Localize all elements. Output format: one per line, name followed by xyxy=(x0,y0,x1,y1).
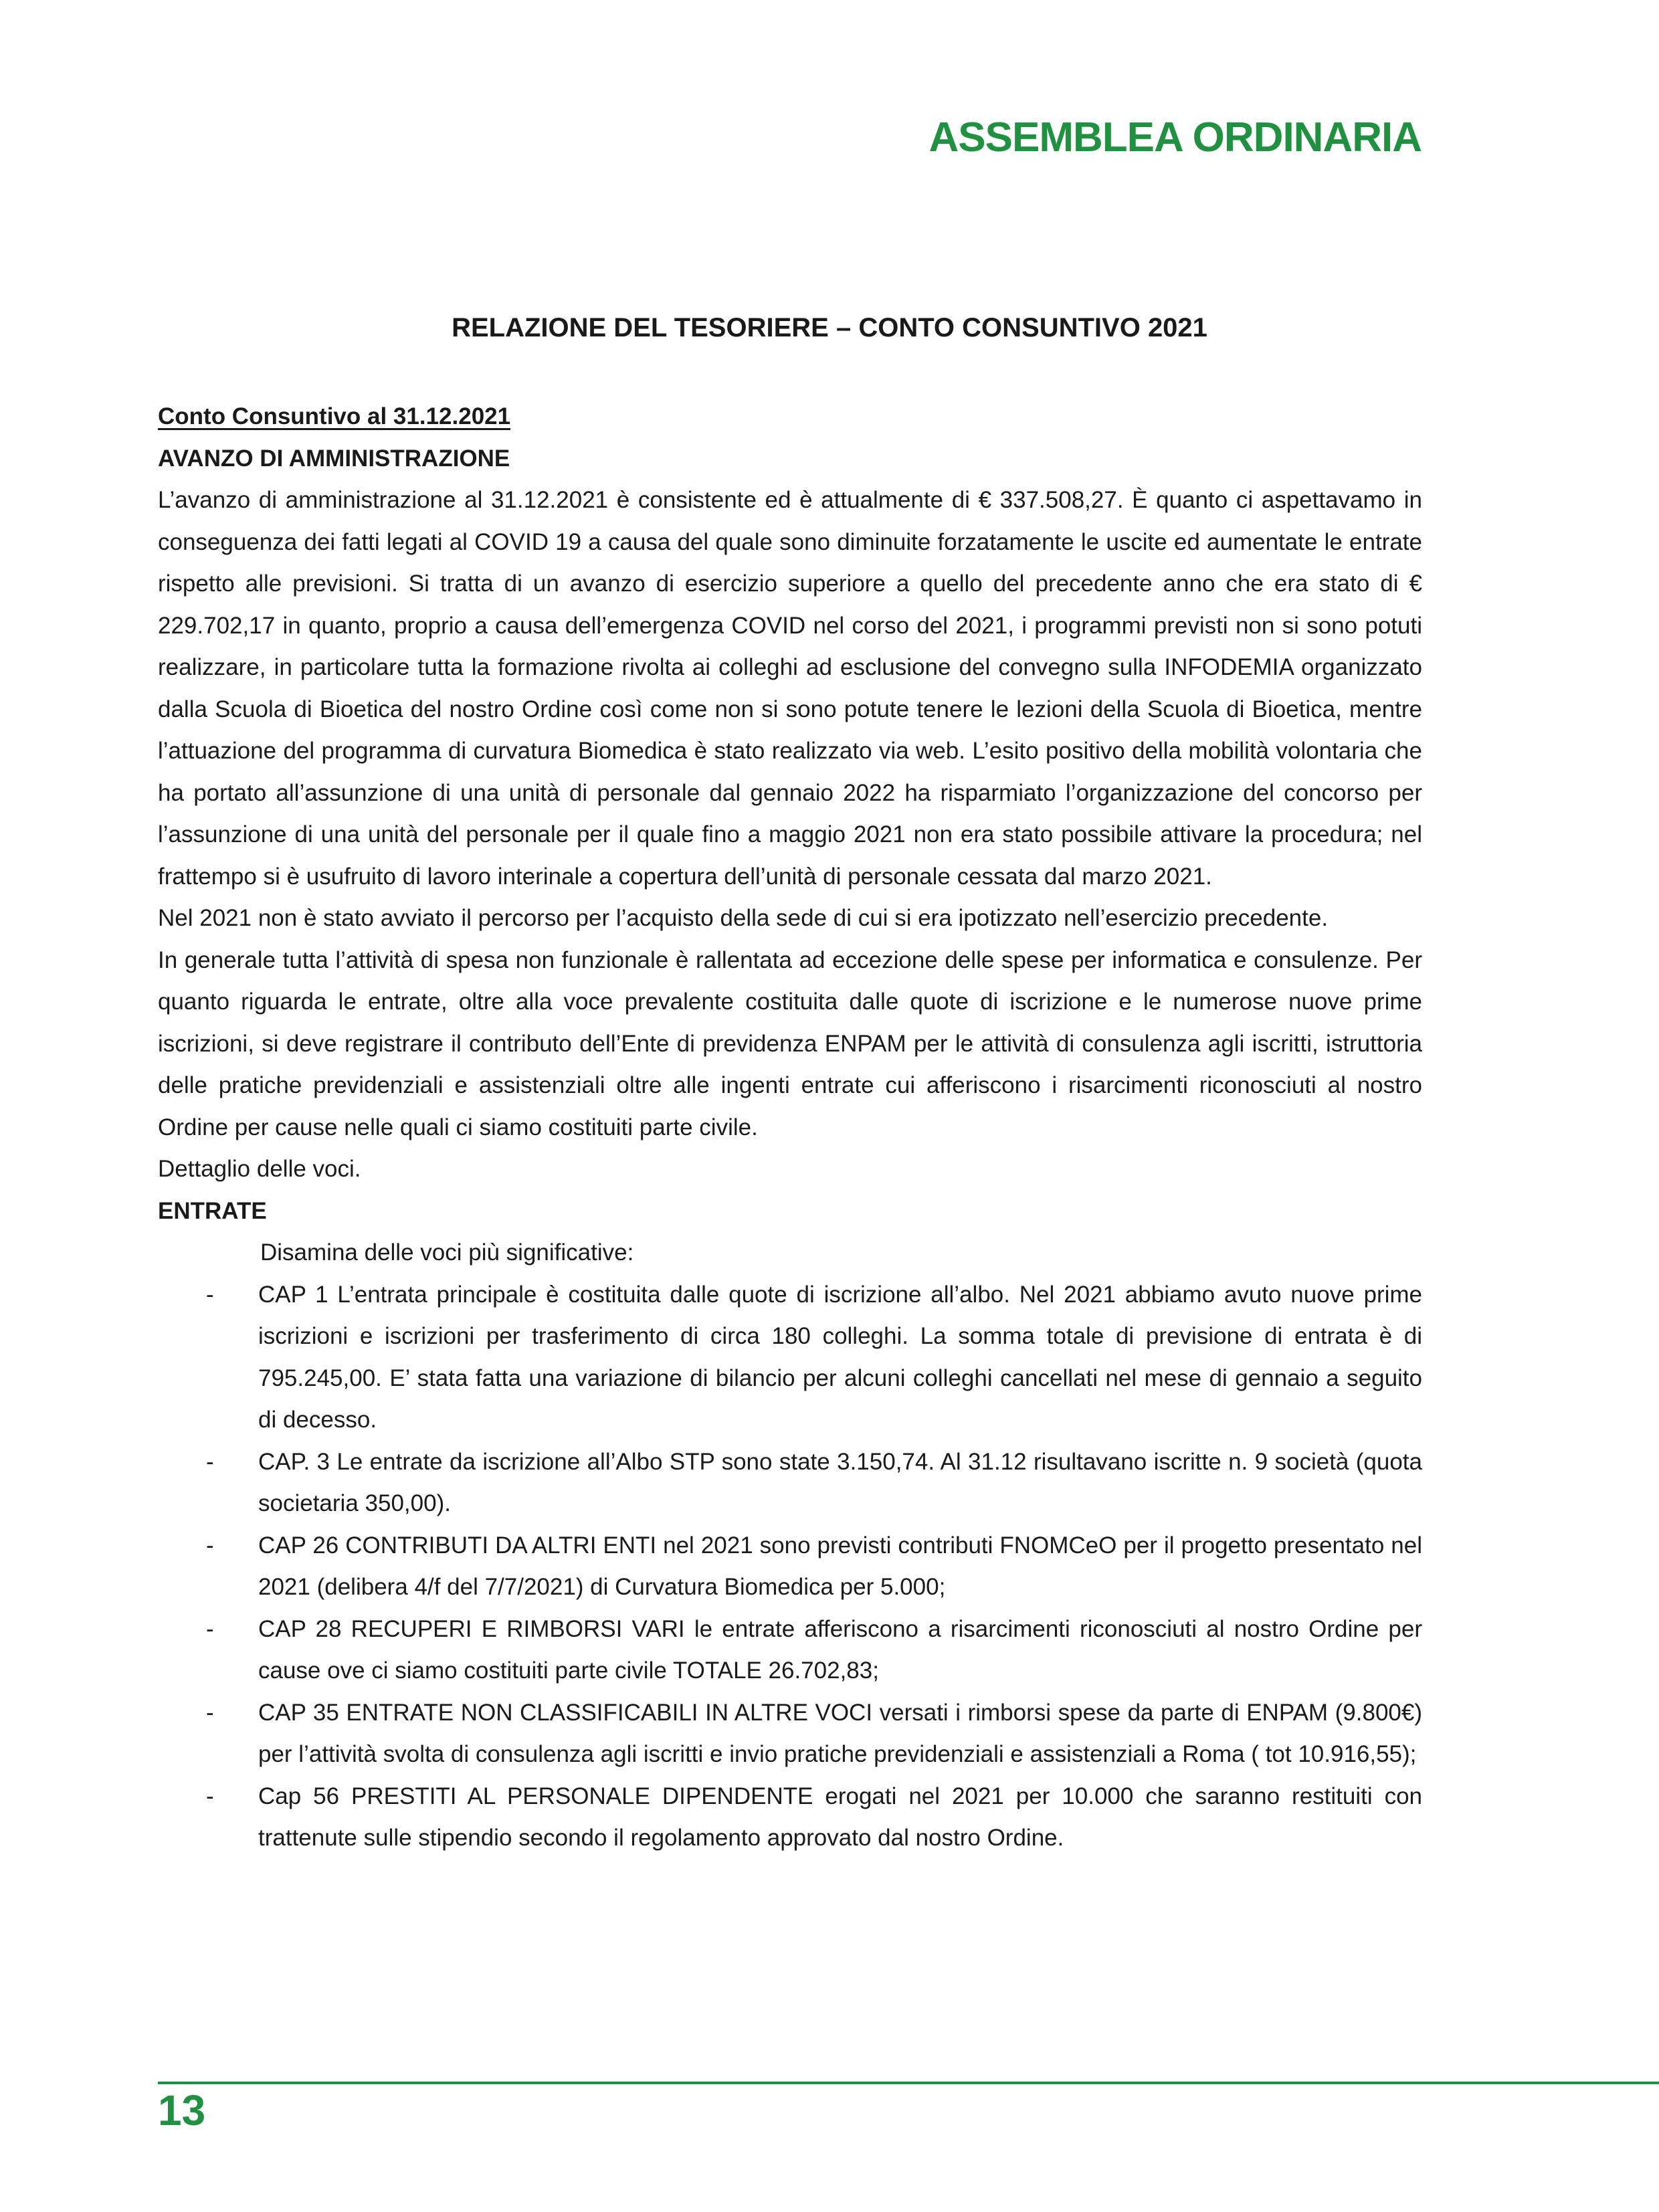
paragraph-sede: Nel 2021 non è stato avviato il percorso per l’acquisto della sede di cui si era ipotizzato nell’esercizio precedente. xyxy=(158,905,1329,931)
footer-divider xyxy=(158,2082,1659,2084)
bullet-dash: - xyxy=(206,1615,214,1642)
list-item-text: CAP. 3 Le entrate da iscrizione all’Albo STP sono state 3.150,74. Al 31.12 risultavano iscritte n. 9 società (quota societaria 350,00). xyxy=(258,1448,1422,1516)
entrate-intro: Disamina delle voci più significative: xyxy=(260,1239,634,1266)
list-item xyxy=(158,1274,1422,1441)
document-body xyxy=(158,396,1422,1859)
list-item-text: CAP 28 RECUPERI E RIMBORSI VARI le entrate afferiscono a risarcimenti riconosciuti al nostro Ordine per cause ove ci siamo costituiti parte civile TOTALE 26.702,83; xyxy=(258,1615,1422,1684)
section-heading: Conto Consuntivo al 31.12.2021 xyxy=(158,403,511,429)
paragraph-avanzo: L’avanzo di amministrazione al 31.12.2021 è consistente ed è attualmente di € 337.508,27. È quanto ci aspettavamo in conseguenza dei fatti legati al COVID 19 a causa del quale sono diminuite forzatamente le uscite ed aumentate le entrate rispetto alle previsioni. Si tratta di un avanzo di esercizio superiore a quello del precedente anno che era stato di € 229.702,17 in quanto, proprio a causa dell’emergenza COVID nel corso del 2021, i programmi previsti non si sono potuti realizzare, in particolare tutta la formazione rivolta ai colleghi ad esclusione del convegno sulla INFODEMIA organizzato dalla Scuola di Bioetica del nostro Ordine così come non si sono potute tenere le lezioni della Scuola di Bioetica, mentre l’attuazione del programma di curvatura Biomedica è stato realizzato via web. L’esito positivo della mobilità volontaria che ha portato all’assunzione di una unità di personale dal gennaio 2022 ha risparmiato l’organizzazione del concorso per l’assunzione di una unità del personale per il quale fino a maggio 2021 non era stato possibile attivare la procedura; nel frattempo si è usufruito di lavoro interinale a copertura dell’unità di personale cessata dal marzo 2021. xyxy=(158,487,1422,890)
document-title xyxy=(0,313,1659,343)
document-title-text: RELAZIONE DEL TESORIERE – CONTO CONSUNTIVO 2021 xyxy=(452,313,1207,342)
subsection-heading: AVANZO DI AMMINISTRAZIONE xyxy=(158,445,510,472)
list-item-text: CAP 35 ENTRATE NON CLASSIFICABILI IN ALTRE VOCI versati i rimborsi spese da parte di ENPAM (9.800€) per l’attività svolta di consulenza agli iscritti e invio pratiche previdenziali e assistenziali a Roma ( tot 10.916,55); xyxy=(258,1699,1422,1767)
bullet-dash: - xyxy=(206,1532,214,1559)
list-item xyxy=(158,1525,1422,1609)
paragraph-spesa: In generale tutta l’attività di spesa non funzionale è rallentata ad eccezione delle spese per informatica e consulenze. Per quanto riguarda le entrate, oltre alla voce prevalente costituita dalle quote di iscrizione e le numerose nuove prime iscrizioni, si deve registrare il contributo dell’Ente di previdenza ENPAM per le attività di consulenza agli iscritti, istruttoria delle pratiche previdenziali e assistenziali oltre alle ingenti entrate cui afferiscono i risarcimenti riconosciuti al nostro Ordine per cause nelle quali ci siamo costituiti parte civile. xyxy=(158,946,1422,1140)
bullet-dash: - xyxy=(206,1783,214,1809)
list-item xyxy=(158,1441,1422,1525)
page-number: 13 xyxy=(158,2086,206,2134)
bullet-dash: - xyxy=(206,1281,214,1308)
list-item xyxy=(158,1776,1422,1859)
list-item xyxy=(158,1692,1422,1776)
list-item xyxy=(158,1609,1422,1692)
chapters-list xyxy=(158,1274,1422,1859)
paragraph-dettaglio: Dettaglio delle voci. xyxy=(158,1156,361,1182)
header-title: ASSEMBLEA ORDINARIA xyxy=(929,114,1422,161)
list-item-text: Cap 56 PRESTITI AL PERSONALE DIPENDENTE erogati nel 2021 per 10.000 che saranno restituiti con trattenute sulle stipendio secondo il regolamento approvato dal nostro Ordine. xyxy=(258,1783,1422,1851)
bullet-dash: - xyxy=(206,1448,214,1475)
bullet-dash: - xyxy=(206,1699,214,1726)
entrate-heading: ENTRATE xyxy=(158,1197,267,1224)
list-item-text: CAP 1 L’entrata principale è costituita dalle quote di iscrizione all’albo. Nel 2021 abbiamo avuto nuove prime iscrizioni e iscrizioni per trasferimento di circa 180 colleghi. La somma totale di previsione di entrata è di 795.245,00. E’ stata fatta una variazione di bilancio per alcuni colleghi cancellati nel mese di gennaio a seguito di decesso. xyxy=(258,1281,1422,1433)
list-item-text: CAP 26 CONTRIBUTI DA ALTRI ENTI nel 2021 sono previsti contributi FNOMCeO per il progetto presentato nel 2021 (delibera 4/f del 7/7/2021) di Curvatura Biomedica per 5.000; xyxy=(258,1532,1422,1600)
